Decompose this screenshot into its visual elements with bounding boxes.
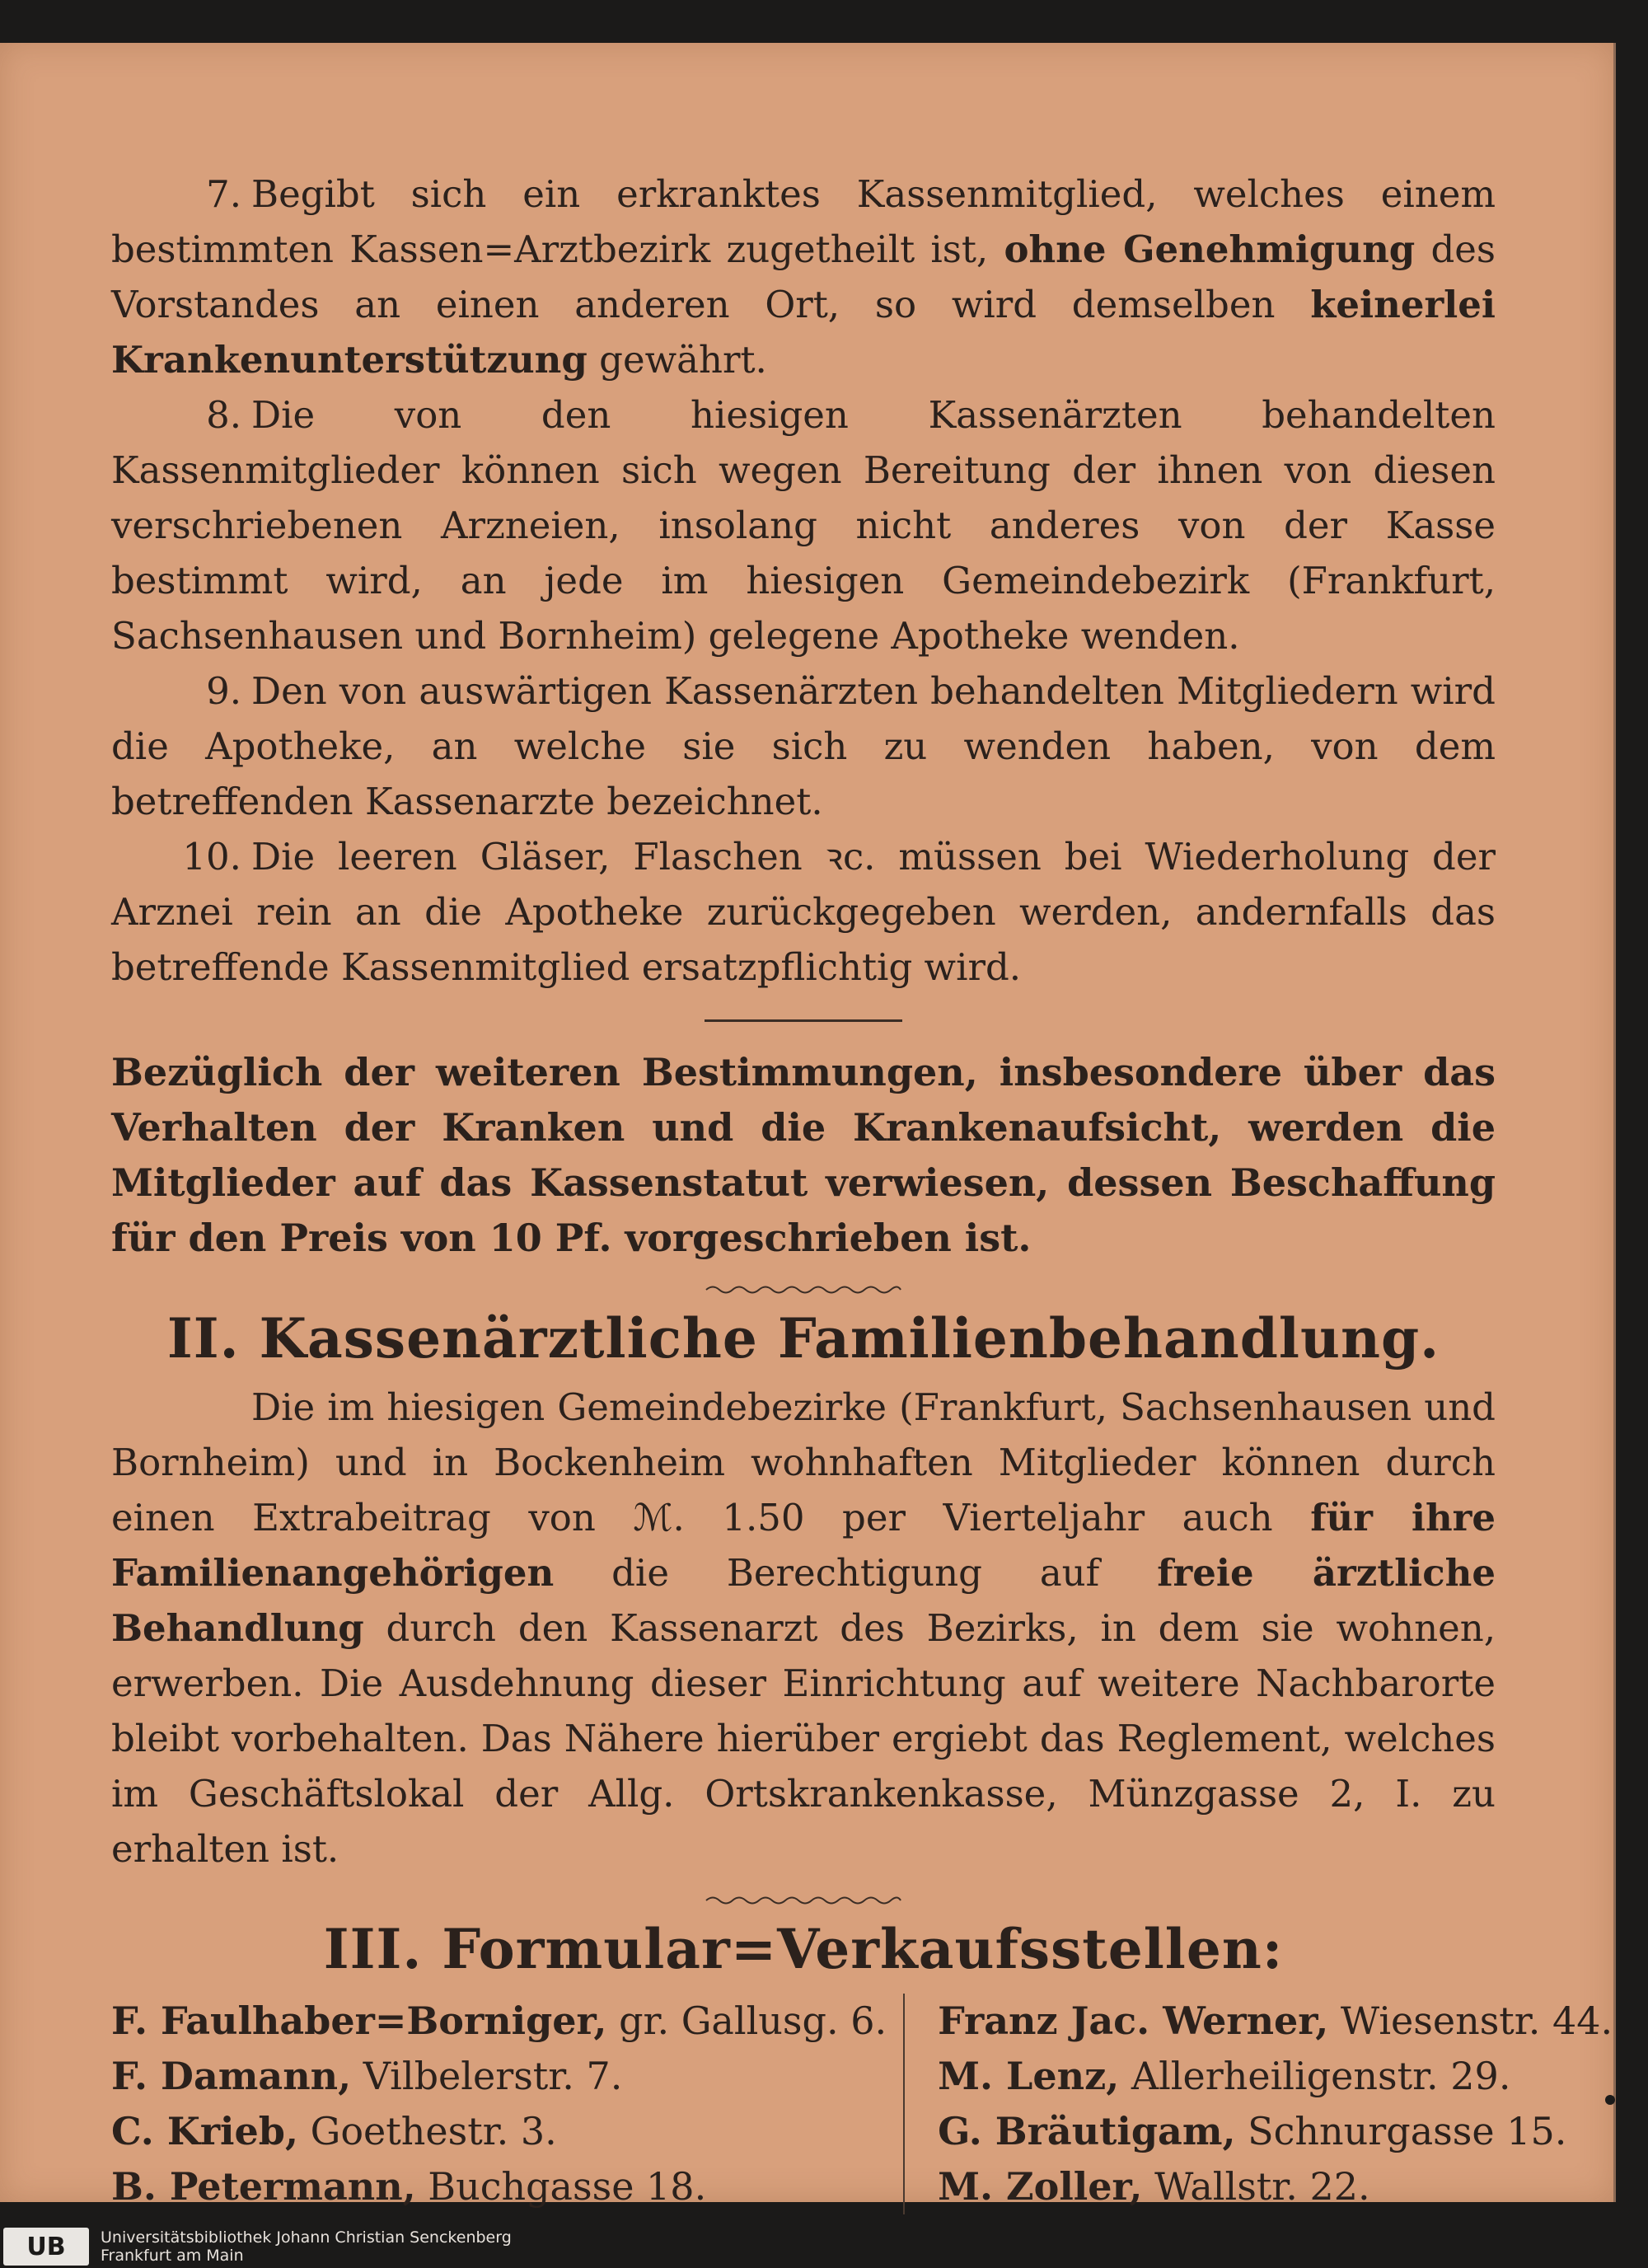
library-logo: UB bbox=[3, 2228, 89, 2266]
statute-notice: Bezüglich der weiteren Bestimmungen, insbesondere über das Verhalten der Kranken und die Krankenaufsicht, werden die Mitglieder auf das Kassenstatut verwiesen, dessen Beschaffung für den Preis von 10 Pf. vorgeschrieben ist. bbox=[111, 1050, 1496, 1260]
document-page bbox=[0, 43, 1616, 2209]
vendor-name: F. Faulhaber=Borniger, bbox=[111, 1999, 607, 2043]
vendor-name: Franz Jac. Werner, bbox=[938, 1999, 1329, 2043]
vendor-item bbox=[111, 2159, 887, 2214]
section-ii-bold-1: für ihre Familienangehörigen bbox=[111, 1496, 1496, 1595]
vendor-name: C. Krieb, bbox=[111, 2109, 298, 2153]
vendor-item bbox=[111, 2104, 887, 2159]
vendor-column-left bbox=[111, 1994, 903, 2214]
vendor-list bbox=[111, 1994, 1613, 2214]
wavy-divider-2 bbox=[705, 1895, 902, 1906]
section-9-number: 9. bbox=[206, 669, 241, 713]
section-ii-heading: II. Kassenärztliche Familienbehandlung. bbox=[166, 1306, 1440, 1371]
vendor-column-right bbox=[903, 1994, 1613, 2214]
vendor-address: gr. Gallusg. 6. bbox=[619, 1999, 887, 2043]
section-10-number: 10. bbox=[182, 835, 241, 879]
section-7-text-1: Begibt sich ein erkranktes Kassenmitglied, welches einem bestimmten Kassen=Arztbezirk zugetheilt ist, bbox=[111, 172, 1496, 271]
library-name bbox=[101, 2228, 512, 2265]
vendor-item bbox=[938, 2159, 1613, 2214]
vendor-name: F. Damann, bbox=[111, 2054, 352, 2098]
section-ii-text-1: Die im hiesigen Gemeindebezirke (Frankfurt, Sachsenhausen und Bornheim) und in Bockenheim wohnhaften Mitglieder können durch einen Extrabeitrag von ℳ. 1.50 per Vierteljahr auch bbox=[111, 1385, 1496, 1539]
section-ii-text-2: die Berechtigung auf bbox=[611, 1551, 1100, 1595]
vendor-item bbox=[938, 2049, 1613, 2104]
vendor-item bbox=[938, 1994, 1613, 2049]
vendor-item bbox=[111, 2049, 887, 2104]
section-7-bold-2: keinerlei Krankenunterstützung bbox=[111, 283, 1496, 382]
section-7-text-3: gewährt. bbox=[599, 338, 767, 382]
vendor-name: G. Bräutigam, bbox=[938, 2109, 1236, 2153]
section-8 bbox=[111, 387, 1496, 663]
library-footer bbox=[0, 2225, 1648, 2268]
section-ii-body bbox=[111, 1380, 1496, 1877]
vendor-address: Buchgasse 18. bbox=[428, 2164, 707, 2209]
vendor-name: B. Petermann, bbox=[111, 2164, 416, 2209]
section-8-number: 8. bbox=[206, 393, 241, 437]
vendor-address: Vilbelerstr. 7. bbox=[363, 2054, 623, 2098]
section-ii-text-3: durch den Kassenarzt des Bezirks, in dem sie wohnen, erwerben. Die Ausdehnung dieser Einrichtung auf weitere Nachbarorte bleibt vorbehalten. Das Nähere hierüber ergiebt das Reglement, welches im Geschäftslokal der Allg. Ortskrankenkasse, Münzgasse 2, I. zu erhalten ist. bbox=[111, 1606, 1496, 1871]
wavy-divider bbox=[705, 1284, 902, 1296]
section-7 bbox=[111, 166, 1496, 387]
vendor-address: Schnurgasse 15. bbox=[1248, 2109, 1567, 2153]
page-content bbox=[111, 166, 1613, 2214]
vendor-address: Wallstr. 22. bbox=[1154, 2164, 1370, 2209]
vendor-item bbox=[938, 2104, 1613, 2159]
library-name-line-1: Universitätsbibliothek Johann Christian Senckenberg bbox=[101, 2228, 512, 2247]
section-iii-heading: III. Formular=Verkaufsstellen: bbox=[323, 1917, 1284, 1981]
vendor-item bbox=[111, 1994, 887, 2049]
section-9 bbox=[111, 663, 1496, 829]
vendor-address: Wiesenstr. 44. bbox=[1340, 1999, 1613, 2043]
vendor-name: M. Lenz, bbox=[938, 2054, 1120, 2098]
library-name-line-2: Frankfurt am Main bbox=[101, 2247, 244, 2265]
vendor-name: M. Zoller, bbox=[938, 2164, 1143, 2209]
section-10-text: Die leeren Gläser, Flaschen ꝛc. müssen bei Wiederholung der Arznei rein an die Apotheke zurückgegeben werden, andernfalls das betreffende Kassenmitglied ersatzpflichtig wird. bbox=[111, 835, 1496, 989]
vendor-address: Goethestr. 3. bbox=[310, 2109, 557, 2153]
ink-dot bbox=[1605, 2095, 1615, 2105]
section-ii-bold-2: freie ärztliche Behandlung bbox=[111, 1551, 1496, 1650]
section-8-text: Die von den hiesigen Kassenärzten behandelten Kassenmitglieder können sich wegen Bereitung der ihnen von diesen verschriebenen Arzneien, insolang nicht anderes von der Kasse bestimmt wird, an jede im hiesigen Gemeindebezirk (Frankfurt, Sachsenhausen und Bornheim) gelegene Apotheke wenden. bbox=[111, 393, 1496, 658]
section-9-text: Den von auswärtigen Kassenärzten behandelten Mitgliedern wird die Apotheke, an welche sie sich zu wenden haben, von dem betreffenden Kassenarzte bezeichnet. bbox=[111, 669, 1496, 823]
vendor-address: Allerheiligenstr. 29. bbox=[1131, 2054, 1511, 2098]
section-7-text-2: des Vorstandes an einen anderen Ort, so wird demselben bbox=[111, 227, 1496, 326]
section-10 bbox=[111, 829, 1496, 995]
separator-rule bbox=[705, 1019, 902, 1022]
section-7-number: 7. bbox=[206, 172, 241, 216]
section-7-bold-1: ohne Genehmigung bbox=[1004, 227, 1416, 271]
